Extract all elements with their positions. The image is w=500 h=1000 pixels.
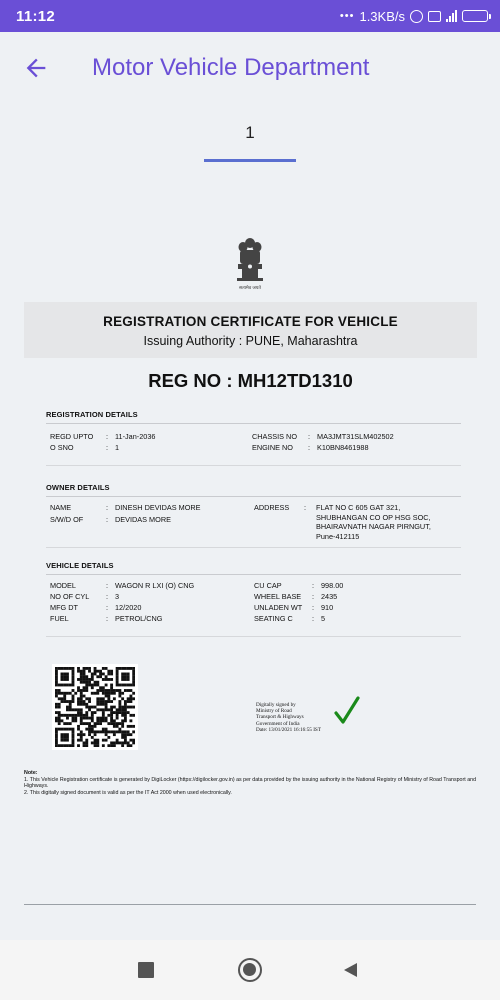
note-line: 1. This Vehicle Registration certificate is generated by DigiLocker (https://digilocker.gov.in) as per data provided by the issuing authority in the National Registry of Ministry of Road Transport and Highways.	[24, 776, 477, 790]
divider	[46, 423, 461, 424]
detail-sep: :	[312, 581, 315, 590]
status-bar	[0, 0, 500, 32]
app-bar	[0, 32, 500, 104]
divider	[46, 574, 461, 575]
page-title: Motor Vehicle Department	[92, 54, 370, 81]
dots-icon: •••	[339, 10, 355, 22]
detail-value: WAGON R LXI (O) CNG	[115, 581, 195, 590]
detail-value: 3	[115, 592, 120, 601]
registration-details-section	[46, 410, 461, 470]
arrow-left-icon[interactable]	[22, 54, 50, 82]
detail-row	[252, 432, 394, 442]
home-circle-icon[interactable]	[238, 958, 262, 982]
signature-line: Date: 13/01/2021 16:16:55 IST	[256, 726, 321, 733]
page-number: 1	[245, 123, 255, 142]
address-value	[316, 503, 431, 541]
detail-label: UNLADEN WT	[254, 603, 303, 612]
issuing-authority: Issuing Authority : PUNE, Maharashtra	[143, 334, 358, 348]
detail-row	[50, 614, 162, 624]
owner-details-section	[46, 483, 461, 553]
detail-label: ADDRESS	[254, 503, 290, 512]
signature-line: Transport & Highways	[256, 714, 304, 721]
detail-row	[50, 515, 171, 525]
section-heading: OWNER DETAILS	[46, 483, 110, 492]
signature-line: Digitally signed by	[256, 702, 296, 708]
detail-value: 1	[115, 443, 120, 452]
detail-label: NO OF CYL	[50, 592, 90, 601]
tab-indicator	[204, 159, 296, 162]
detail-label: REGD UPTO	[50, 432, 94, 441]
detail-value: MA3JMT31SLM402502	[317, 432, 394, 441]
detail-label: O SNO	[50, 443, 74, 452]
detail-value: 2435	[321, 592, 338, 601]
vehicle-details-section	[46, 561, 461, 641]
detail-value: 998.00	[321, 581, 344, 590]
detail-sep: :	[312, 603, 315, 612]
notes	[24, 770, 477, 796]
detail-value: DINESH DEVIDAS MORE	[115, 503, 201, 512]
detail-row	[50, 432, 155, 442]
divider	[46, 547, 461, 548]
detail-label: SEATING C	[254, 614, 293, 623]
address-row	[254, 503, 431, 541]
detail-sep: :	[106, 581, 109, 590]
detail-value: 11-Jan-2036	[115, 432, 156, 441]
registration-number: REG NO : MH12TD1310	[148, 370, 353, 391]
signature-line: Government of India	[256, 720, 300, 727]
address-line: FLAT NO C 605 GAT 321,	[316, 503, 401, 512]
recents-square-icon[interactable]	[138, 962, 154, 978]
note-line: 2. This digitally signed document is valid as per the IT Act 2000 when used electronically.	[24, 789, 232, 796]
divider	[46, 465, 461, 466]
detail-value: 910	[321, 603, 334, 612]
address-line: Pune-412115	[316, 531, 360, 541]
signal-icon	[446, 10, 457, 22]
page-tab-1[interactable]	[204, 116, 296, 162]
detail-label: CHASSIS NO	[252, 432, 298, 441]
detail-row	[50, 603, 141, 613]
certificate-header	[24, 302, 477, 358]
detail-row	[50, 443, 119, 453]
detail-row	[254, 614, 325, 624]
detail-sep: :	[106, 515, 109, 524]
detail-label: MFG DT	[50, 603, 78, 612]
detail-row	[254, 592, 337, 602]
detail-row	[50, 581, 194, 591]
detail-label: FUEL	[50, 614, 69, 623]
detail-label: ENGINE NO	[252, 443, 293, 452]
status-time: 11:12	[16, 7, 56, 25]
signature-text	[256, 702, 321, 733]
detail-value: PETROL/CNG	[115, 614, 163, 623]
detail-label: S/W/D OF	[50, 515, 84, 524]
battery-icon	[462, 10, 488, 22]
detail-label: CU CAP	[254, 581, 282, 590]
detail-label: WHEEL BASE	[254, 592, 302, 601]
address-line: BHAIRAVNATH NAGAR PIRNGUT,	[316, 522, 431, 531]
section-heading: REGISTRATION DETAILS	[46, 410, 138, 419]
detail-sep: :	[106, 503, 109, 512]
divider	[46, 636, 461, 637]
navigation-bar	[0, 940, 500, 1000]
detail-sep: :	[106, 614, 109, 623]
data-icon	[428, 11, 441, 22]
detail-sep: :	[308, 443, 311, 452]
notes-heading: Note:	[24, 770, 38, 776]
detail-sep: :	[304, 503, 307, 512]
emblem-caption: सत्यमेव जयते	[239, 285, 261, 290]
detail-row	[254, 603, 333, 613]
certificate-document	[24, 236, 477, 806]
national-emblem-icon	[232, 236, 268, 292]
net-speed: 1.3KB/s	[359, 8, 405, 24]
qr-code-icon	[55, 667, 135, 747]
status-icons	[340, 9, 488, 24]
detail-value: K10BN8461988	[317, 443, 369, 452]
back-triangle-icon[interactable]	[342, 962, 358, 978]
detail-sep: :	[106, 592, 109, 601]
section-heading: VEHICLE DETAILS	[46, 561, 114, 570]
detail-sep: :	[106, 603, 109, 612]
detail-sep: :	[312, 592, 315, 601]
detail-row	[50, 503, 201, 513]
address-line: SHUBHANGAN CO OP HSG SOC,	[316, 512, 431, 522]
detail-sep: :	[106, 443, 109, 452]
check-icon	[334, 696, 360, 726]
detail-value: 12/2020	[115, 603, 142, 612]
detail-value: 5	[321, 614, 326, 623]
detail-row	[50, 592, 119, 602]
alarm-icon	[410, 10, 423, 23]
certificate-title: REGISTRATION CERTIFICATE FOR VEHICLE	[103, 314, 398, 329]
detail-sep: :	[308, 432, 311, 441]
detail-row	[254, 581, 343, 591]
digital-signature	[254, 694, 366, 738]
signature-line: Ministry of Road	[256, 708, 292, 715]
detail-row	[252, 443, 369, 453]
divider	[46, 496, 461, 497]
detail-value: DEVIDAS MORE	[115, 515, 171, 524]
divider	[24, 904, 476, 905]
detail-sep: :	[106, 432, 109, 441]
qr-code	[52, 664, 138, 750]
detail-sep: :	[312, 614, 315, 623]
detail-label: NAME	[50, 503, 72, 512]
detail-label: MODEL	[50, 581, 76, 590]
